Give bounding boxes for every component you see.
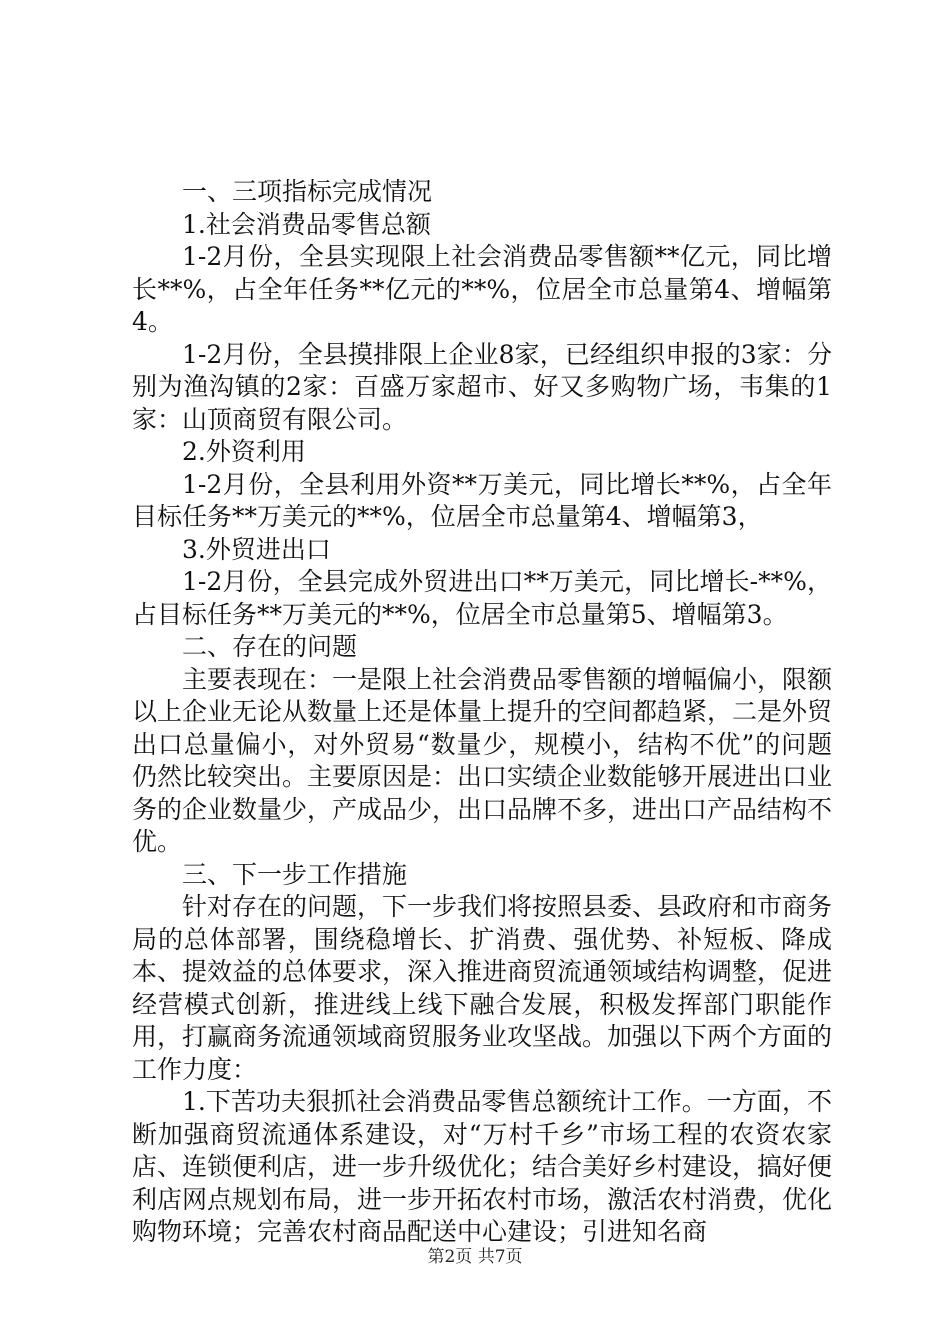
body-paragraph: 针对存在的问题，下一步我们将按照县委、县政府和市商务局的总体部署，围绕稳增长、扩消费、强优势、补短板、降成本、提效益的总体要求，深入推进商贸流通领域结构调整，促进经营模式创新，推进线上线下融合发展，积极发挥部门职能作用，打赢商务流通领域商贸服务业攻坚战。加强以下两个方面的工作力度：: [132, 892, 833, 1084]
subsection-heading: 3.外贸进出口: [182, 534, 331, 564]
body-paragraph: 1-2月份，全县实现限上社会消费品零售额**亿元，同比增长**%，占全年任务**亿元的**%，位居全市总量第4、增幅第4。: [132, 242, 832, 336]
subsection-heading: 1.社会消费品零售总额: [182, 209, 431, 239]
page-footer: 第2页 共7页: [427, 1247, 523, 1267]
body-paragraph: 1.下苦功夫狠抓社会消费品零售总额统计工作。一方面，不断加强商贸流通体系建设，对“万村千乡”市场工程的农资农家店、连锁便利店，进一步升级优化；结合美好乡村建设，搞好便利店网点规划布局，进一步开拓农村市场，激活农村消费，优化购物环境；完善农村商品配送中心建设；引进知名商: [132, 1087, 833, 1246]
section-heading: 二、存在的问题: [182, 632, 358, 661]
body-paragraph: 主要表现在：一是限上社会消费品零售额的增幅偏小，限额以上企业无论从数量上还是体量上提升的空间都趋紧，二是外贸出口总量偏小，对外贸易“数量少，规模小，结构不优”的问题仍然比较突出。主要原因是：出口实绩企业数能够开展进出口业务的企业数量少，产成品少，出口品牌不多，进出口产品结构不优。: [132, 664, 833, 856]
body-paragraph: 1-2月份，全县完成外贸进出口**万美元，同比增长-**%，占目标任务**万美元的**%，位居全市总量第5、增幅第3。: [132, 567, 832, 629]
body-paragraph: 1-2月份，全县摸排限上企业8家，已经组织申报的3家：分别为渔沟镇的2家：百盛万家超市、好又多购物广场，韦集的1家：山顶商贸有限公司。: [132, 339, 832, 434]
document-body: [132, 176, 832, 1249]
section-heading: 三、下一步工作措施: [182, 859, 408, 889]
section-heading: 一、三项指标完成情况: [182, 177, 433, 206]
subsection-heading: 2.外资利用: [182, 437, 306, 466]
body-paragraph: 1-2月份，全县利用外资**万美元，同比增长**%，占全年目标任务**万美元的**%，位居全市总量第4、增幅第3，: [132, 469, 832, 531]
